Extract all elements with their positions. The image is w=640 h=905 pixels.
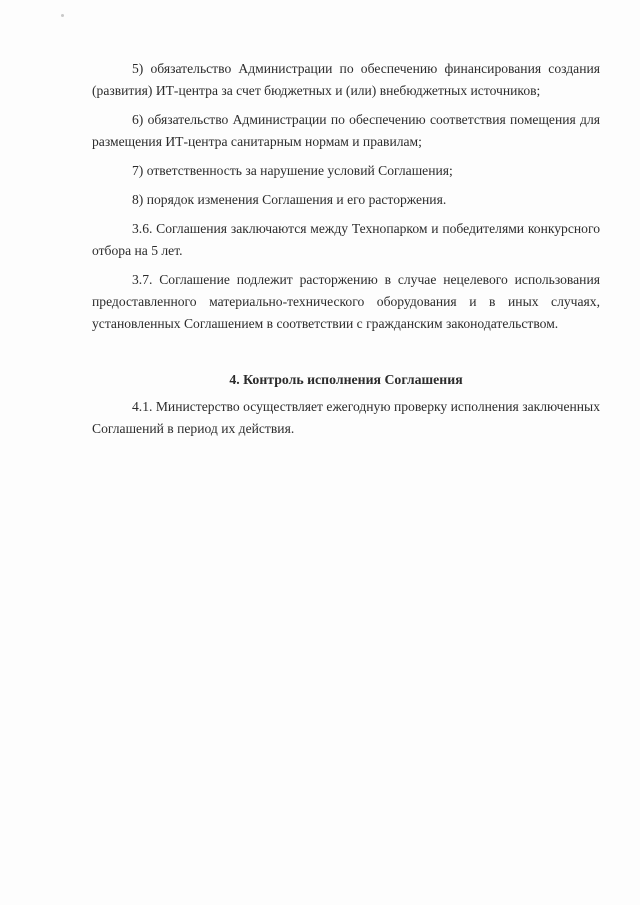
paragraph-item-7: 7) ответственность за нарушение условий Соглашения; [132, 163, 453, 178]
paragraph-item-8: 8) порядок изменения Соглашения и его расторжения. [132, 192, 447, 207]
paragraph-clause-3-7: 3.7. Соглашение подлежит расторжению в случае нецелевого использования предоставленного материально-технического оборудования и в иных случаях, установленных Соглашением в соответствии с гражданским законодательством. [92, 272, 600, 331]
paragraph-clause-3-6: 3.6. Соглашения заключаются между Технопарком и победителями конкурсного отбора на 5 лет. [92, 221, 600, 258]
document-body [92, 58, 600, 447]
section-heading: 4. Контроль исполнения Соглашения [229, 372, 463, 387]
paragraph-item-5: 5) обязательство Администрации по обеспечению финансирования создания (развития) ИТ-центра за счет бюджетных и (или) внебюджетных источников; [92, 61, 600, 98]
paragraph-item-6: 6) обязательство Администрации по обеспечению соответствия помещения для размещения ИТ-центра санитарным нормам и правилам; [92, 112, 600, 149]
paragraph-clause-4-1: 4.1. Министерство осуществляет ежегодную проверку исполнения заключенных Соглашений в период их действия. [92, 399, 600, 436]
scan-speck [61, 14, 64, 17]
